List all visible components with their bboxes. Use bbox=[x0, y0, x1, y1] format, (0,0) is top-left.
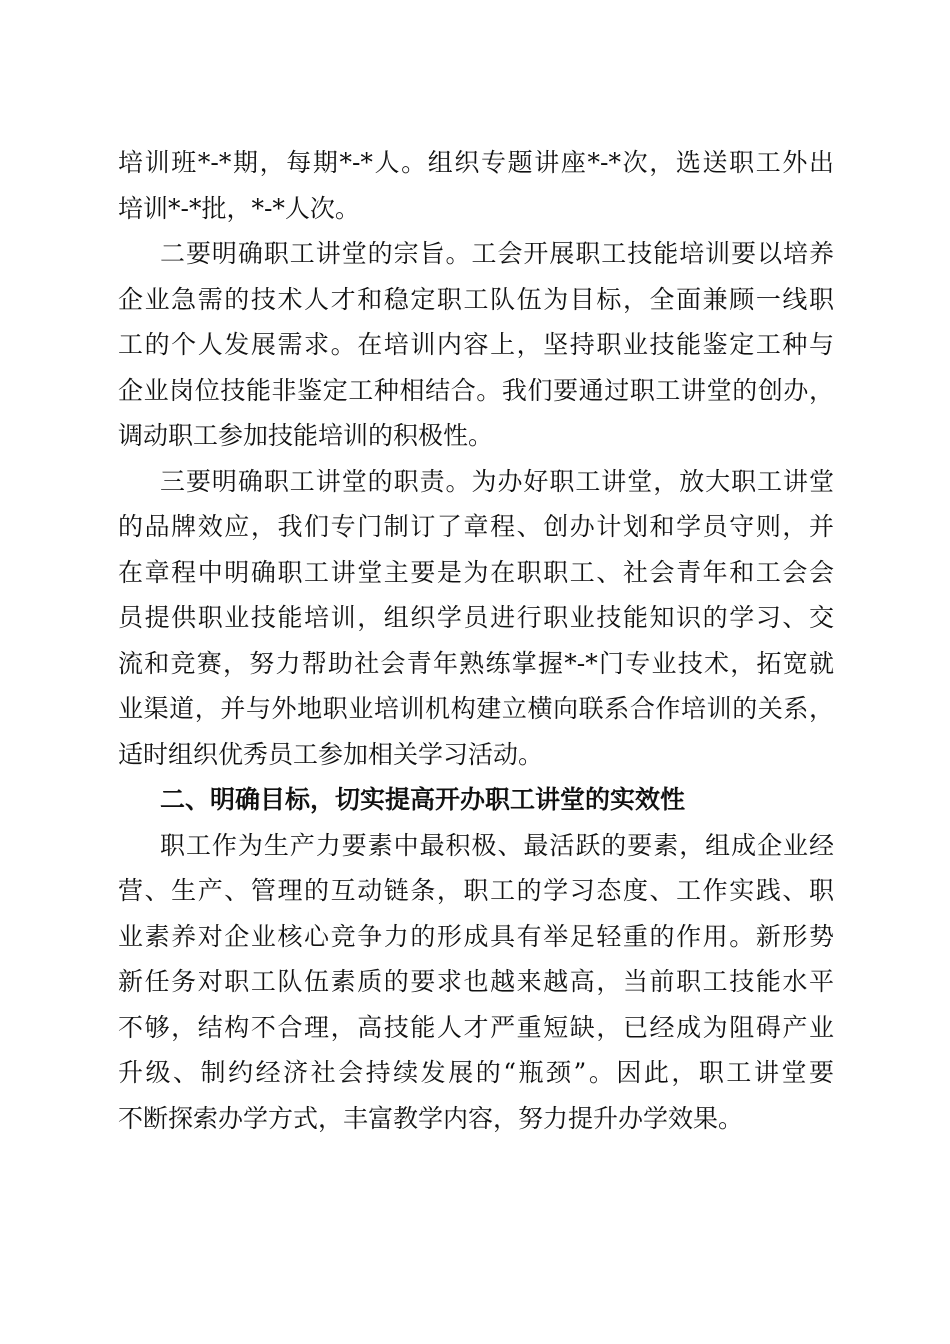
text-line: 三要明确职工讲堂的职责。为办好职工讲堂，放大职工讲堂 bbox=[160, 466, 834, 496]
text-line: 培训*-*批，*-*人次。 bbox=[118, 193, 360, 223]
text-line: 企业岗位技能非鉴定工种相结合。我们要通过职工讲堂的创办， bbox=[118, 375, 834, 405]
text-line: 适时组织优秀员工参加相关学习活动。 bbox=[118, 739, 544, 769]
text-line: 业素养对企业核心竞争力的形成具有举足轻重的作用。新形势 bbox=[118, 921, 834, 951]
text-line: 培训班*-*期，每期*-*人。组织专题讲座*-*次，选送职工外出 bbox=[118, 148, 834, 177]
paragraph-duties bbox=[118, 459, 834, 778]
text-line: 在章程中明确职工讲堂主要是为在职职工、社会青年和工会会 bbox=[118, 557, 834, 587]
document-body bbox=[118, 140, 834, 1141]
text-line: 不断探索办学方式，丰富教学内容，努力提升办学效果。 bbox=[118, 1103, 744, 1133]
text-line: 新任务对职工队伍素质的要求也越来越高，当前职工技能水平 bbox=[118, 967, 834, 996]
text-line: 二要明确职工讲堂的宗旨。工会开展职工技能培训要以培养 bbox=[160, 239, 834, 268]
text-line: 企业急需的技术人才和稳定职工队伍为目标，全面兼顾一线职 bbox=[118, 284, 834, 314]
section-heading: 二、明确目标，切实提高开办职工讲堂的实效性 bbox=[160, 785, 686, 814]
text-line: 调动职工参加技能培训的积极性。 bbox=[118, 421, 494, 450]
text-line: 职工作为生产力要素中最积极、最活跃的要素，组成企业经 bbox=[160, 830, 834, 860]
text-line: 流和竞赛，努力帮助社会青年熟练掌握*-*门专业技术，拓宽就 bbox=[118, 648, 834, 678]
paragraph-purpose bbox=[118, 231, 834, 459]
text-line: 的品牌效应，我们专门制订了章程、创办计划和学员守则，并 bbox=[118, 512, 834, 541]
text-line: 升级、制约经济社会持续发展的“瓶颈”。因此，职工讲堂要 bbox=[118, 1058, 834, 1087]
text-line: 业渠道，并与外地职业培训机构建立横向联系合作培训的关系， bbox=[118, 694, 834, 723]
text-line: 不够，结构不合理，高技能人才严重短缺，已经成为阻碍产业 bbox=[118, 1012, 834, 1042]
text-line: 员提供职业技能培训，组织学员进行职业技能知识的学习、交 bbox=[118, 603, 834, 632]
paragraph-continued bbox=[118, 140, 834, 231]
text-line: 营、生产、管理的互动链条，职工的学习态度、工作实践、职 bbox=[118, 876, 834, 905]
paragraph-goals bbox=[118, 823, 834, 1142]
text-line: 工的个人发展需求。在培训内容上，坚持职业技能鉴定工种与 bbox=[118, 330, 834, 359]
